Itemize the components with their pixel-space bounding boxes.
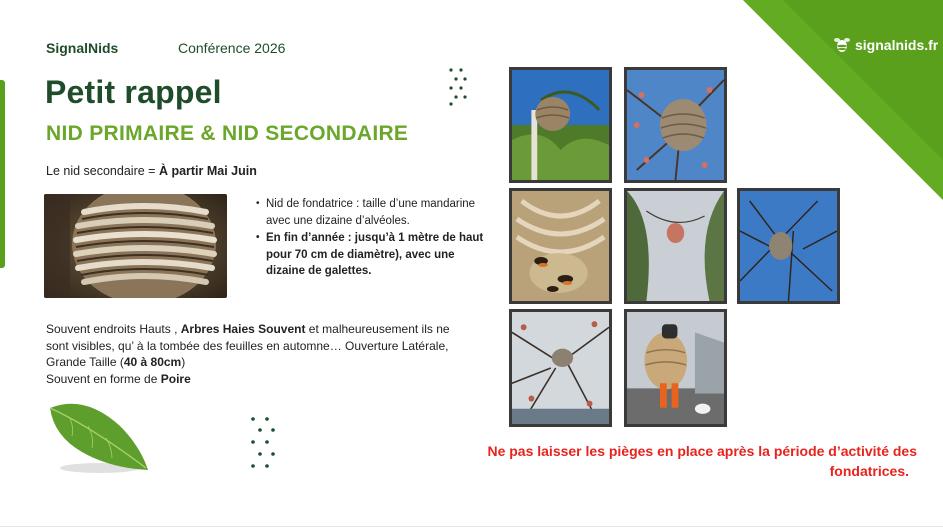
brand-name: SignalNids xyxy=(46,40,119,56)
signalnids-logo xyxy=(833,36,938,54)
logo-text: signalnids.fr xyxy=(855,37,939,53)
warning-line-1: Ne pas laisser les pièges en place après la période d’activité des xyxy=(487,443,917,459)
para-text-4: Souvent en forme de xyxy=(46,371,161,386)
page-title: Petit rappel xyxy=(45,74,222,110)
bullet-item-founder-nest: • Nid de fondatrice : taille d’une mandarine avec une dizaine d’alvéoles. xyxy=(256,196,492,229)
location-paragraph xyxy=(46,321,466,387)
page-subtitle: NID PRIMAIRE & NID SECONDAIRE xyxy=(46,122,409,145)
nest-combs-photo xyxy=(44,194,227,298)
nest-photo-5 xyxy=(737,188,840,304)
warning-line-2: fondatrices. xyxy=(829,463,909,479)
leaf-icon xyxy=(40,396,155,476)
nest-photo-6 xyxy=(509,309,612,427)
nest-photo-1 xyxy=(509,67,612,183)
nest-photo-7 xyxy=(624,309,727,427)
dot-pattern-bottom xyxy=(249,415,277,471)
corner-decoration xyxy=(743,0,943,200)
para-text-3: ) xyxy=(181,355,186,369)
para-bold-1: Arbres Haies Souvent xyxy=(180,322,306,336)
nest-photo-4 xyxy=(624,188,727,304)
para-text-2: et malheureusement ils ne sont visibles, qu’ à la tombée des feuilles en automne… Ouverture Latérale, Grande Taille ( xyxy=(46,322,450,369)
bottom-divider xyxy=(0,526,943,527)
bullet-item-end-of-year: • En fin d’année : jusqu’à 1 mètre de haut pour 70 cm de diamètre), avec une dizaine de galettes. xyxy=(256,230,492,280)
nest-size-bullets xyxy=(256,196,492,281)
hornet-icon xyxy=(833,36,851,54)
nest-photo-3 xyxy=(509,188,612,304)
intro-emphasis: À partir Mai Juin xyxy=(158,164,257,178)
dot-pattern-top xyxy=(447,67,469,107)
para-text-1: Souvent endroits Hauts , xyxy=(46,322,181,336)
event-name: Conférence 2026 xyxy=(178,40,286,56)
para-bold-3: Poire xyxy=(160,371,191,386)
warning-message xyxy=(405,441,917,481)
left-accent-bar xyxy=(0,80,5,268)
intro-prefix: Le nid secondaire = xyxy=(46,164,159,178)
para-bold-2: 40 à 80cm xyxy=(123,355,182,369)
nest-photo-2 xyxy=(624,67,727,183)
intro-line xyxy=(46,164,257,178)
